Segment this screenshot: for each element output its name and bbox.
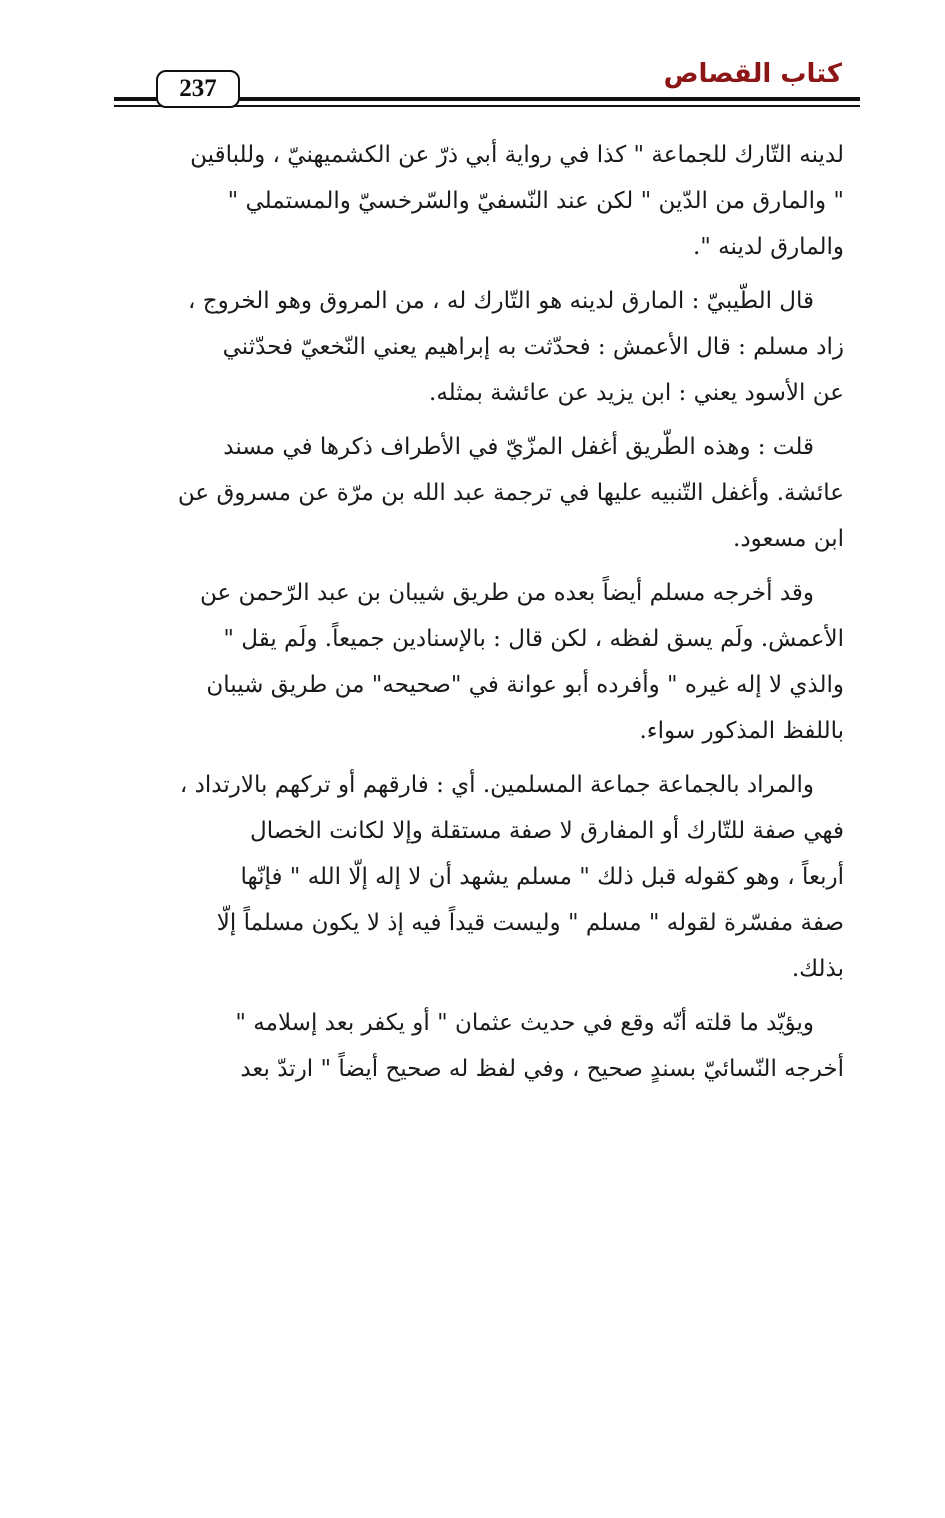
text-line: ويؤيّد ما قلته أنّه وقع في حديث عثمان " أو يكفر بعد إسلامه " (235, 1010, 814, 1036)
text-line: ابن مسعود. (733, 526, 844, 552)
paragraph (114, 762, 844, 992)
text-line: فهي صفة للتّارك أو المفارق لا صفة مستقلة وإلا لكانت الخصال (250, 818, 844, 844)
text-line: والمارق لدينه ". (692, 234, 844, 260)
page-body (114, 132, 844, 1100)
paragraph (114, 278, 844, 416)
text-line: باللفظ المذكور سواء. (639, 718, 844, 744)
text-line: والذي لا إله غيره " وأفرده أبو عوانة في "صحيحه" من طريق شيبان (206, 672, 844, 698)
text-line: زاد مسلم : قال الأعمش : فحدّثت به إبراهيم يعني النّخعيّ فحدّثني (222, 334, 844, 360)
page-header (114, 56, 860, 116)
text-line: لدينه التّارك للجماعة " كذا في رواية أبي ذرّ عن الكشميهنيّ ، وللباقين (190, 142, 844, 168)
text-line: عائشة. وأغفل التّنبيه عليها في ترجمة عبد الله بن مرّة عن مسروق عن (177, 480, 844, 506)
text-line: قال الطّيبيّ : المارق لدينه هو التّارك له ، من المروق وهو الخروج ، (187, 288, 814, 314)
text-line: أربعاً ، وهو كقوله قبل ذلك " مسلم يشهد أن لا إله إلّا الله " فإنّها (240, 864, 844, 890)
chapter-title: كتاب القصاص (663, 59, 842, 89)
paragraph (114, 132, 844, 270)
text-line: عن الأسود يعني : ابن يزيد عن عائشة بمثله. (429, 380, 844, 406)
text-line: قلت : وهذه الطّريق أغفل المزّيّ في الأطراف ذكرها في مسند (223, 434, 814, 460)
page-number: 237 (156, 70, 240, 108)
text-line: بذلك. (791, 956, 844, 982)
text-line: " والمارق من الدّين " لكن عند النّسفيّ والسّرخسيّ والمستملي " (227, 188, 844, 214)
paragraph (114, 570, 844, 754)
text-line: الأعمش. ولَم يسق لفظه ، لكن قال : بالإسنادين جميعاً. ولَم يقل " (223, 626, 844, 652)
paragraph (114, 1000, 844, 1092)
paragraph (114, 424, 844, 562)
text-line: وقد أخرجه مسلم أيضاً بعده من طريق شيبان بن عبد الرّحمن عن (199, 580, 814, 606)
text-line: صفة مفسّرة لقوله " مسلم " وليست قيداً فيه إذ لا يكون مسلماً إلّا (216, 910, 844, 936)
text-line: والمراد بالجماعة جماعة المسلمين. أي : فارقهم أو تركهم بالارتداد ، (179, 772, 814, 798)
text-line: أخرجه النّسائيّ بسندٍ صحيح ، وفي لفظ له صحيح أيضاً " ارتدّ بعد (240, 1056, 844, 1082)
